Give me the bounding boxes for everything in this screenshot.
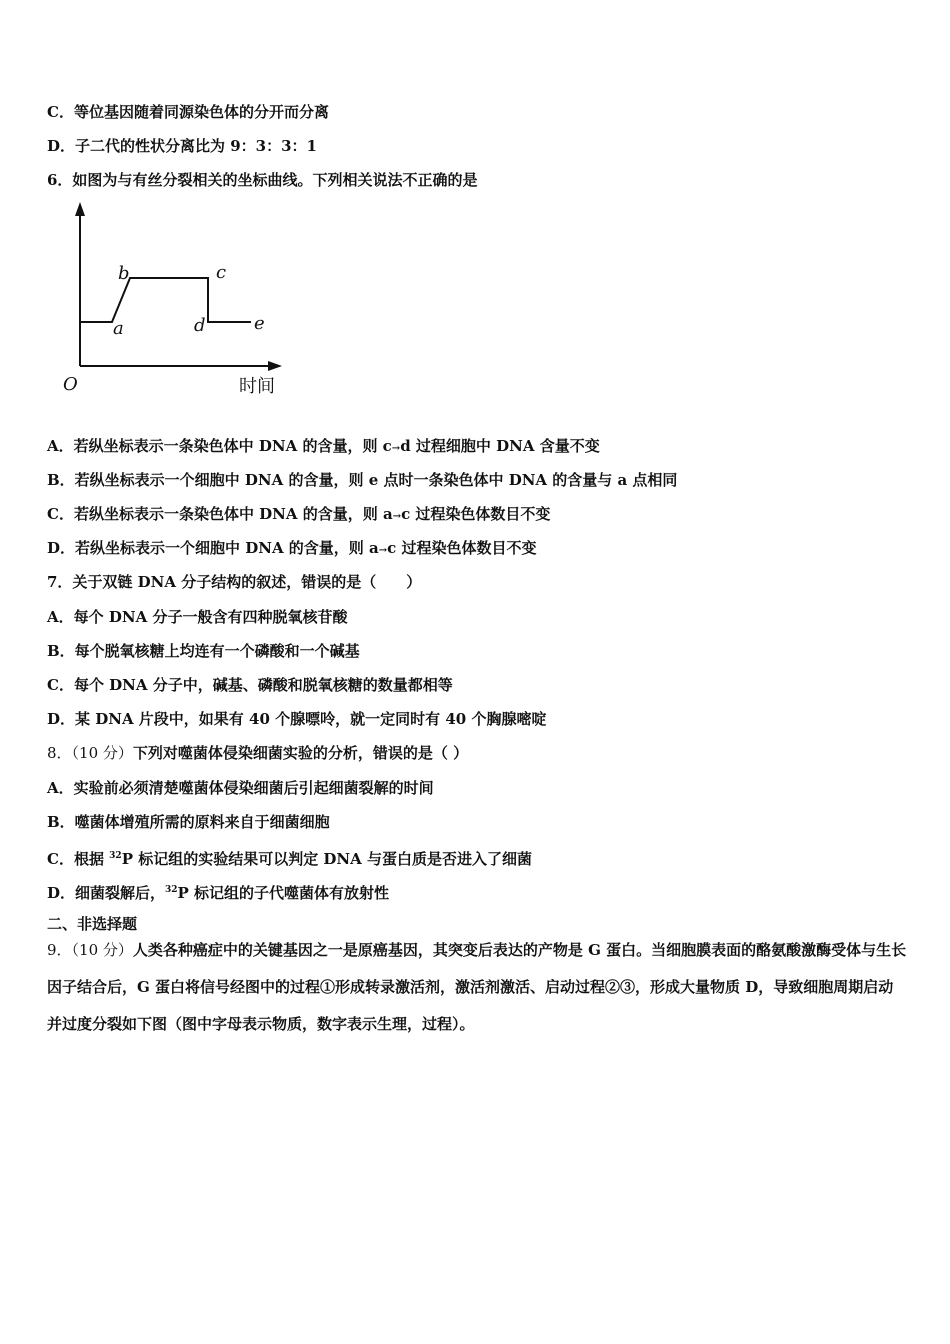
q6-stem: 6．如图为与有丝分裂相关的坐标曲线。下列相关说法不正确的是 — [47, 171, 478, 189]
q7-option-d: D．某 DNA 片段中，如果有 40 个腺嘌呤，就一定同时有 40 个胸腺嘧啶 — [47, 710, 547, 728]
origin-label: O — [63, 374, 78, 395]
y-axis-arrow-icon — [75, 202, 85, 216]
q6-option-a: A．若纵坐标表示一条染色体中 DNA 的含量，则 c→d 过程细胞中 DNA 含量不变 — [47, 437, 600, 455]
q6-option-d: D．若纵坐标表示一个细胞中 DNA 的含量，则 a→c 过程染色体数目不变 — [47, 539, 537, 557]
q8-option-a: A．实验前必须清楚噬菌体侵染细菌后引起细菌裂解的时间 — [47, 779, 434, 797]
q6-option-c: C．若纵坐标表示一条染色体中 DNA 的含量，则 a→c 过程染色体数目不变 — [47, 505, 551, 523]
q5-option-d: D．子二代的性状分离比为 9：3：3：1 — [47, 137, 317, 155]
point-a-label: a — [113, 318, 124, 339]
q7-stem: 7．关于双链 DNA 分子结构的叙述，错误的是（ ） — [47, 573, 422, 591]
q7-option-a: A．每个 DNA 分子一般含有四种脱氧核苷酸 — [47, 608, 348, 626]
q5-option-c: C．等位基因随着同源染色体的分开而分离 — [47, 103, 329, 121]
x-axis-label: 时间 — [239, 376, 275, 397]
section-heading: 二、非选择题 — [47, 915, 138, 933]
q7-option-c: C．每个 DNA 分子中，碱基、磷酸和脱氧核糖的数量都相等 — [47, 676, 453, 694]
point-e-label: e — [254, 313, 265, 334]
point-b-label: b — [118, 263, 130, 284]
point-c-label: c — [216, 262, 227, 283]
q8-option-d: D．细菌裂解后，$^{32}$P 标记组的子代噬菌体有放射性 — [47, 884, 390, 902]
q8-option-c: C．根据 $^{32}$P 标记组的实验结果可以判定 DNA 与蛋白质是否进入了细菌 — [47, 850, 533, 868]
point-d-label: d — [194, 315, 206, 336]
q6-coordinate-graph — [55, 198, 295, 403]
q9-stem: 9．（10 分）人类各种癌症中的关键基因之一是原癌基因，其突变后表达的产物是 G 蛋白。当细胞膜表面的酪氨酸激酶受体与生长因子结合后，G 蛋白将信号经图中的过程①形成转录激活剂，激活剂激活、启动过程②③，形成大量物质 D，导致细胞周期启动并过度分裂如下图（图中字母表示物质，数字表示生理，过程）。 — [47, 941, 907, 1033]
q6-option-b: B．若纵坐标表示一个细胞中 DNA 的含量，则 e 点时一条染色体中 DNA 的含量与 a 点相同 — [47, 471, 678, 489]
q7-option-b: B．每个脱氧核糖上均连有一个磷酸和一个碱基 — [47, 642, 360, 660]
q8-stem: 8．（10 分）下列对噬菌体侵染细菌实验的分析，错误的是（ ） — [47, 744, 469, 762]
x-axis-arrow-icon — [268, 361, 282, 371]
q8-option-b: B．噬菌体增殖所需的原料来自于细菌细胞 — [47, 813, 330, 831]
dna-content-curve — [80, 278, 251, 322]
